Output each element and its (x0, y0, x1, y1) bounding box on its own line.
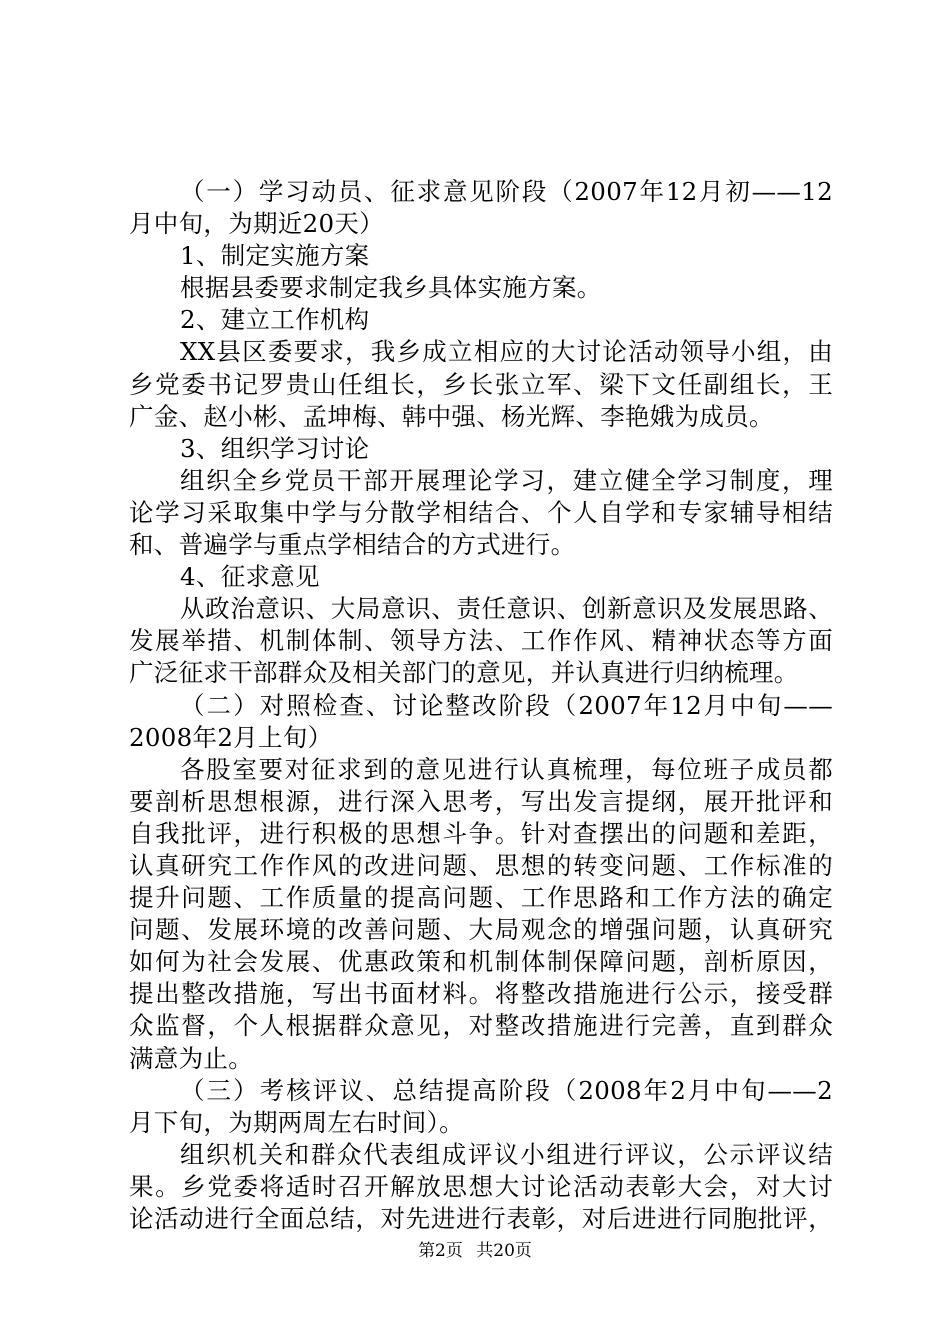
text-line: 1、制定实施方案 (180, 241, 370, 271)
text-line: 众监督，个人根据群众意见，对整改措施进行完善，直到群众 (129, 1011, 833, 1041)
page-total: 共20页 (476, 1241, 532, 1261)
text-line: 问题、发展环境的改善问题、大局观念的增强问题，认真研究 (129, 915, 833, 945)
text-line: （三）考核评议、总结提高阶段（2008年2月中旬——2 (180, 1075, 833, 1105)
text-line: 3、组织学习讨论 (180, 433, 370, 463)
text-line: 从政治意识、大局意识、责任意识、创新意识及发展思路、 (180, 594, 833, 624)
text-line: （二）对照检查、讨论整改阶段（2007年12月中旬—— (180, 690, 833, 720)
text-line: 果。乡党委将适时召开解放思想大讨论活动表彰大会，对大讨 (129, 1171, 833, 1201)
text-line: 广金、赵小彬、孟坤梅、韩中强、杨光辉、李艳娥为成员。 (129, 401, 774, 431)
text-line: 要剖析思想根源，进行深入思考，写出发言提纲，展开批评和 (129, 786, 833, 816)
text-line: 2、建立工作机构 (180, 305, 370, 335)
text-line: 广泛征求干部群众及相关部门的意见，并认真进行归纳梳理。 (129, 658, 799, 688)
text-line: 论活动进行全面总结，对先进进行表彰，对后进进行同胞批评， (129, 1204, 833, 1233)
text-line: XX县区委要求，我乡成立相应的大讨论活动领导小组，由 (180, 337, 833, 367)
text-line: 组织机关和群众代表组成评议小组进行评议，公示评议结 (180, 1139, 833, 1169)
text-line: 发展举措、机制体制、领导方法、工作作风、精神状态等方面 (129, 626, 833, 656)
text-line: 月中旬，为期近20天） (129, 209, 384, 239)
text-line: 乡党委书记罗贵山任组长，乡长张立军、梁下文任副组长，王 (129, 369, 833, 399)
text-line: 提出整改措施，写出书面材料。将整改措施进行公示，接受群 (129, 979, 833, 1009)
text-line: 根据县委要求制定我乡具体实施方案。 (180, 273, 602, 303)
text-line: 认真研究工作作风的改进问题、思想的转变问题、工作标准的 (129, 850, 833, 880)
text-line: （一）学习动员、征求意见阶段（2007年12月初——12 (180, 177, 833, 206)
text-line: 论学习采取集中学与分散学相结合、个人自学和专家辅导相结 (129, 497, 833, 527)
document-body (129, 176, 833, 1235)
text-line: 提升问题、工作质量的提高问题、工作思路和工作方法的确定 (129, 883, 833, 913)
page-number: 第2页 (418, 1241, 463, 1261)
text-line: 满意为止。 (129, 1043, 253, 1073)
text-line: 如何为社会发展、优惠政策和机制体制保障问题，剖析原因， (129, 947, 833, 977)
text-line: 组织全乡党员干部开展理论学习，建立健全学习制度，理 (180, 465, 833, 495)
text-line: 和、普遍学与重点学相结合的方式进行。 (129, 530, 576, 560)
text-line: 4、征求意见 (180, 562, 320, 592)
text-line: 2008年2月上旬） (129, 722, 333, 752)
page-footer (0, 1240, 950, 1262)
text-line: 各股室要对征求到的意见进行认真梳理，每位班子成员都 (180, 754, 833, 784)
text-line: 月下旬，为期两周左右时间）。 (129, 1107, 464, 1137)
text-line: 自我批评，进行积极的思想斗争。针对查摆出的问题和差距， (129, 818, 833, 848)
